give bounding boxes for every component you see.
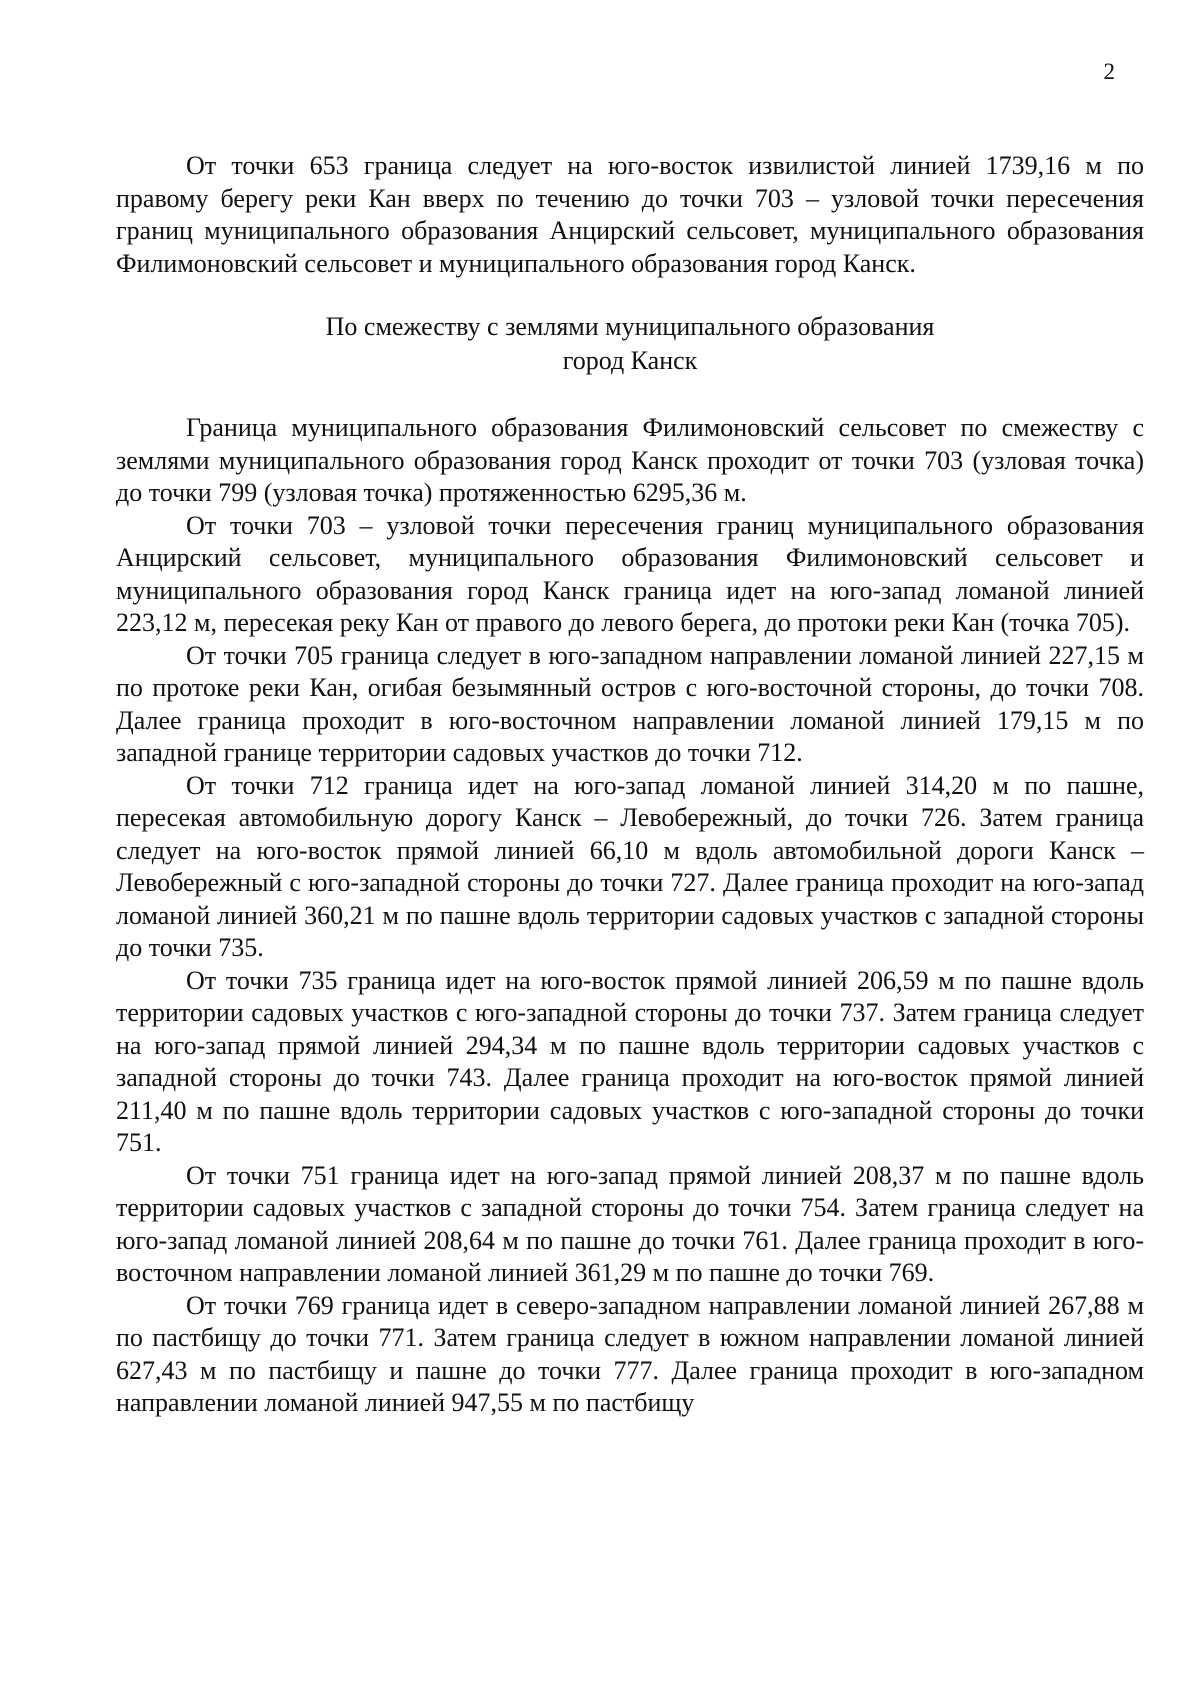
document-body [116, 150, 1144, 1420]
paragraph-5: От точки 735 граница идет на юго-восток прямой линией 206,59 м по пашне вдоль территории садовых участков с юго-западной стороны до точки 737. Затем граница следует на юго-запад прямой линией 294,34 м по пашне вдоль территории садовых участков с западной стороны до точки 743. Далее граница проходит на юго-восток прямой линией 211,40 м по пашне вдоль территории садовых участков с юго-западной стороны до точки 751. [116, 965, 1144, 1157]
paragraph-6: От точки 751 граница идет на юго-запад прямой линией 208,37 м по пашне вдоль территории садовых участков с западной стороны до точки 754. Затем граница следует на юго-запад ломаной линией 208,64 м по пашне до точки 761. Далее граница проходит в юго-восточном направлении ломаной линией 361,29 м по пашне до точки 769. [116, 1160, 1144, 1287]
paragraph-4: От точки 712 граница идет на юго-запад ломаной линией 314,20 м по пашне, пересекая автомобильную дорогу Канск – Левобережный, до точки 726. Затем граница следует на юго-восток прямой линией 66,10 м вдоль автомобильной дороги Канск – Левобережный с юго-западной стороны до точки 727. Далее граница проходит на юго-запад ломаной линией 360,21 м по пашне вдоль территории садовых участков с западной стороны до точки 735. [116, 770, 1144, 962]
paragraph-3: От точки 705 граница следует в юго-западном направлении ломаной линией 227,15 м по протоке реки Кан, огибая безымянный остров с юго-восточной стороны, до точки 708. Далее граница проходит в юго-восточном направлении ломаной линией 179,15 м по западной границе территории садовых участков до точки 712. [116, 640, 1144, 767]
paragraph-7: От точки 769 граница идет в северо-западном направлении ломаной линией 267,88 м по пастбищу до точки 771. Затем граница следует в южном направлении ломаной линией 627,43 м по пастбищу и пашне до точки 777. Далее граница проходит в юго-западном направлении ломаной линией 947,55 м по пастбищу [116, 1290, 1144, 1417]
paragraph-2: От точки 703 – узловой точки пересечения границ муниципального образования Анцирский сельсовет, муниципального образования Филимоновский сельсовет и муниципального образования город Канск граница идет на юго-запад ломаной линией 223,12 м, пересекая реку Кан от правого до левого берега, до протоки реки Кан (точка 705). [116, 510, 1144, 637]
section-heading-line-2: город Канск [562, 346, 698, 375]
section-heading-line-1: По смежеству с землями муниципального образования [325, 312, 935, 341]
paragraph-1: Граница муниципального образования Филимоновский сельсовет по смежеству с землями муниципального образования город Канск проходит от точки 703 (узловая точка) до точки 799 (узловая точка) протяженностью 6295,36 м. [116, 413, 1144, 507]
page-number: 2 [1103, 59, 1115, 84]
paragraph-intro: От точки 653 граница следует на юго-восток извилистой линией 1739,16 м по правому берегу реки Кан вверх по течению до точки 703 – узловой точки пересечения границ муниципального образования Анцирский сельсовет, муниципального образования Филимоновский сельсовет и муниципального образования город Канск. [116, 151, 1144, 278]
section-heading [116, 310, 1144, 378]
